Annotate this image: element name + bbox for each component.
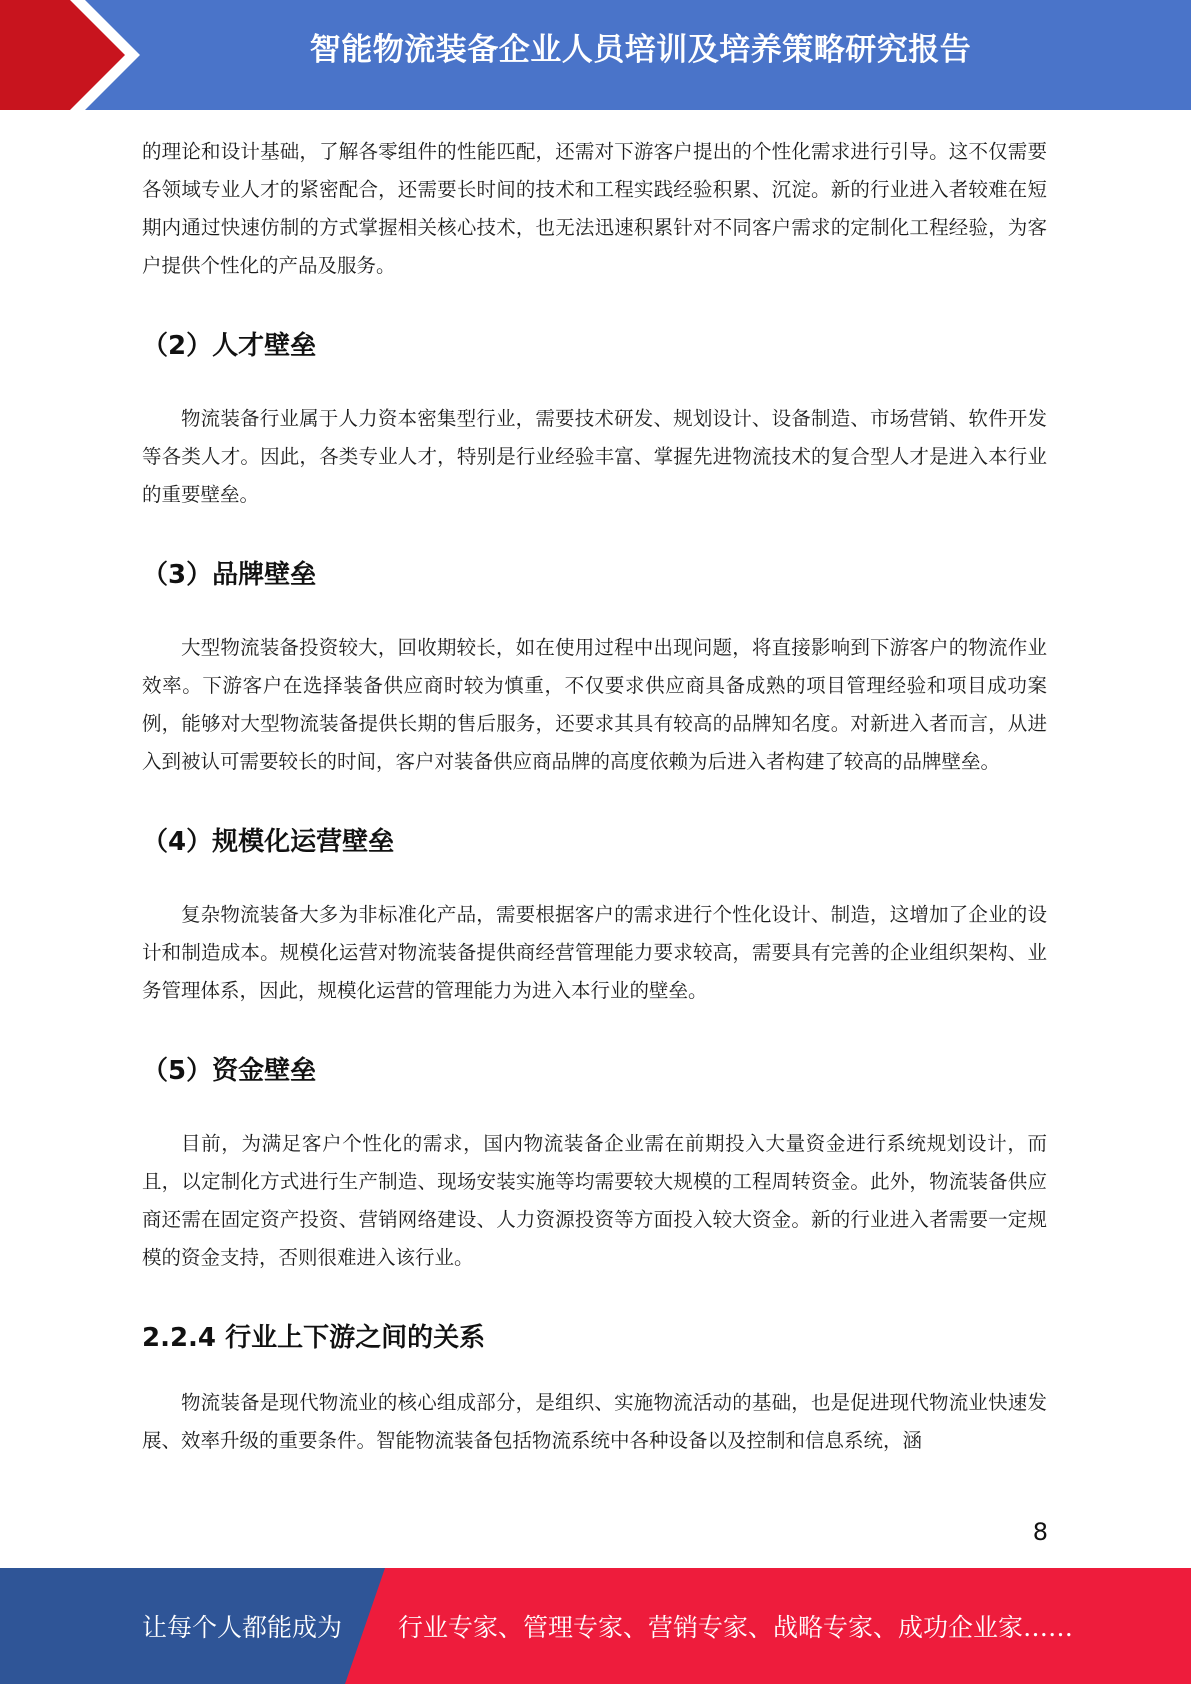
paragraph-section-2-2-4: 物流装备是现代物流业的核心组成部分，是组织、实施物流活动的基础，也是促进现代物流业快速发展、效率升级的重要条件。智能物流装备包括物流系统中各种设备以及控制和信息系统，涵 [142, 1391, 1047, 1452]
paragraph-fund-barrier: 目前，为满足客户个性化的需求，国内物流装备企业需在前期投入大量资金进行系统规划设计，而且，以定制化方式进行生产制造、现场安装实施等均需要较大规模的工程周转资金。此外，物流装备供应商还需在固定资产投资、营销网络建设、人力资源投资等方面投入较大资金。新的行业进入者需要一定规模的资金支持，否则很难进入该行业。 [142, 1132, 1047, 1269]
footer-slogan-right: 行业专家、管理专家、营销专家、战略专家、成功企业家…… [398, 1613, 1074, 1642]
page-footer [0, 1568, 1191, 1684]
heading-fund-barrier: （5）资金壁垒 [142, 1056, 317, 1086]
intro-paragraph: 的理论和设计基础，了解各零组件的性能匹配，还需对下游客户提出的个性化需求进行引导。这不仅需要各领域专业人才的紧密配合，还需要长时间的技术和工程实践经验积累、沉淀。新的行业进入者较难在短期内通过快速仿制的方式掌握相关核心技术，也无法迅速积累针对不同客户需求的定制化工程经验，为客户提供个性化的产品及服务。 [142, 140, 1047, 277]
paragraph-scale-barrier: 复杂物流装备大多为非标准化产品，需要根据客户的需求进行个性化设计、制造，这增加了企业的设计和制造成本。规模化运营对物流装备提供商经营管理能力要求较高，需要具有完善的企业组织架构、业务管理体系，因此，规模化运营的管理能力为进入本行业的壁垒。 [142, 903, 1047, 1002]
heading-scale-barrier: （4）规模化运营壁垒 [142, 827, 395, 857]
page-number: 8 [1032, 1518, 1048, 1546]
paragraph-talent-barrier: 物流装备行业属于人力资本密集型行业，需要技术研发、规划设计、设备制造、市场营销、软件开发等各类人才。因此，各类专业人才，特别是行业经验丰富、掌握先进物流技术的复合型人才是进入本行业的重要壁垒。 [142, 407, 1047, 506]
heading-brand-barrier: （3）品牌壁垒 [142, 560, 317, 590]
heading-section-2-2-4: 2.2.4 行业上下游之间的关系 [142, 1323, 486, 1353]
paragraph-brand-barrier: 大型物流装备投资较大，回收期较长，如在使用过程中出现问题，将直接影响到下游客户的物流作业效率。下游客户在选择装备供应商时较为慎重，不仅要求供应商具备成熟的项目管理经验和项目成功案例，能够对大型物流装备提供长期的售后服务，还要求其具有较高的品牌知名度。对新进入者而言，从进入到被认可需要较长的时间，客户对装备供应商品牌的高度依赖为后进入者构建了较高的品牌壁垒。 [142, 636, 1047, 773]
document-body [142, 133, 1047, 1460]
page-header [0, 0, 1191, 110]
footer-slogan-left: 让每个人都能成为 [142, 1613, 343, 1642]
report-title: 智能物流装备企业人员培训及培养策略研究报告 [309, 32, 972, 68]
heading-talent-barrier: （2）人才壁垒 [142, 331, 317, 361]
